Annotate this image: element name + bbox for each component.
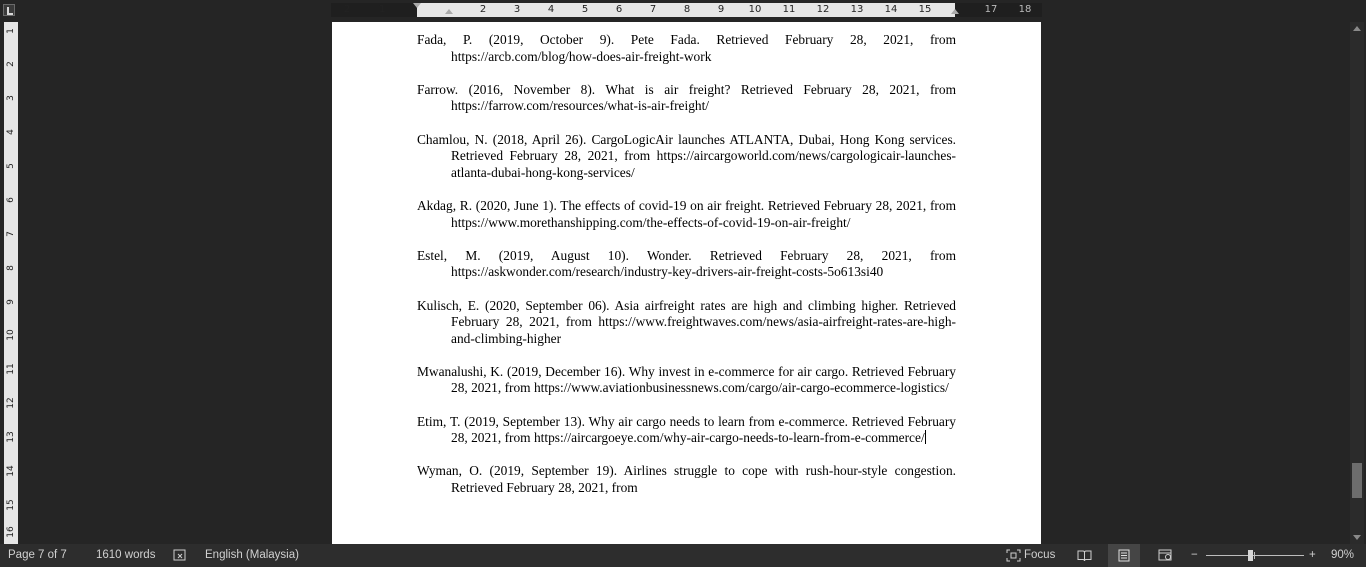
- ruler-number: 12: [816, 4, 830, 15]
- ruler-number: 13: [6, 431, 16, 443]
- ruler-number: 5: [6, 163, 16, 169]
- ruler-number: 1: [6, 28, 16, 34]
- status-bar: [0, 544, 1366, 567]
- ruler-number: 18: [1018, 4, 1032, 15]
- reference-entry[interactable]: Kulisch, E. (2020, September 06). Asia airfreight rates are high and climbing higher. Retrieved February 28, 2021, from https://www.freightwaves.com/news/asia-airfreight-rates-are-high-and-climbing-higher: [417, 297, 956, 346]
- ruler-number: 10: [748, 4, 762, 15]
- ruler-number: 4: [6, 129, 16, 135]
- language-indicator[interactable]: English (Malaysia): [205, 549, 299, 561]
- tab-selector[interactable]: [3, 4, 15, 16]
- hanging-indent-marker[interactable]: [445, 9, 453, 14]
- right-indent-marker[interactable]: [951, 9, 959, 14]
- ruler-number: 13: [850, 4, 864, 15]
- page-count[interactable]: Page 7 of 7: [8, 549, 67, 561]
- reference-entry[interactable]: Mwanalushi, K. (2019, December 16). Why invest in e-commerce for air cargo. Retrieved February 28, 2021, from https://www.aviationbusinessnews.com/cargo/air-cargo-ecommerce-logistics/: [417, 363, 956, 396]
- ruler-number: 8: [6, 265, 16, 271]
- reference-text: Etim, T. (2019, September 13). Why air cargo needs to learn from e-commerce. Retrieved February 28, 2021, from https://aircargoeye.com/why-air-cargo-needs-to-learn-from-e-commerce/: [417, 413, 956, 446]
- ruler-number: 2: [6, 61, 16, 67]
- ruler-number: 1: [378, 4, 386, 15]
- ruler-number: 8: [683, 4, 691, 15]
- text-cursor: [925, 430, 926, 444]
- scroll-up-arrow-icon[interactable]: [1353, 26, 1361, 31]
- ruler-number: 6: [615, 4, 623, 15]
- ruler-number: 9: [717, 4, 725, 15]
- vertical-scrollbar[interactable]: [1350, 22, 1364, 544]
- ruler-number: 7: [649, 4, 657, 15]
- reference-entry[interactable]: Estel, M. (2019, August 10). Wonder. Retrieved February 28, 2021, from https://askwonder.com/research/industry-key-drivers-air-freight-costs-5o613si40: [417, 247, 956, 280]
- focus-button[interactable]: Focus: [1024, 549, 1056, 561]
- ruler-number: 10: [6, 329, 16, 341]
- scroll-down-arrow-icon[interactable]: [1353, 535, 1361, 540]
- ruler-number: 12: [6, 397, 16, 409]
- zoom-slider-thumb[interactable]: [1248, 550, 1253, 561]
- ruler-number: 3: [6, 95, 16, 101]
- ruler-number: 17: [984, 4, 998, 15]
- ruler-number: 3: [513, 4, 521, 15]
- focus-icon[interactable]: [1006, 549, 1021, 562]
- first-line-indent-marker[interactable]: [413, 3, 421, 8]
- scrollbar-thumb[interactable]: [1352, 463, 1362, 498]
- proofing-check-icon[interactable]: [173, 549, 188, 562]
- print-layout-icon[interactable]: [1118, 549, 1130, 562]
- reference-list[interactable]: [417, 32, 956, 513]
- zoom-level[interactable]: 90%: [1331, 549, 1355, 561]
- web-layout-icon[interactable]: [1158, 549, 1173, 562]
- ruler-number: 7: [6, 231, 16, 237]
- reference-entry-with-cursor[interactable]: [417, 414, 956, 447]
- ruler-number: 11: [782, 4, 796, 15]
- horizontal-ruler[interactable]: [331, 3, 1042, 17]
- ruler-number: 2: [343, 4, 351, 15]
- reference-entry[interactable]: Wyman, O. (2019, September 19). Airlines struggle to cope with rush-hour-style congestion. Retrieved February 28, 2021, from: [417, 463, 956, 496]
- reference-entry[interactable]: Chamlou, N. (2018, April 26). CargoLogicAir launches ATLANTA, Dubai, Hong Kong services. Retrieved February 28, 2021, from https://aircargoworld.com/news/cargologicair-launches-atlanta-dubai-hong-kong-services/: [417, 131, 956, 180]
- vertical-ruler[interactable]: [4, 22, 18, 544]
- zoom-out-button[interactable]: −: [1191, 549, 1198, 561]
- ruler-number: 6: [6, 197, 16, 203]
- reference-entry[interactable]: Fada, P. (2019, October 9). Pete Fada. Retrieved February 28, 2021, from https://arcb.com/blog/how-does-air-freight-work: [417, 32, 956, 64]
- ruler-number: 15: [918, 4, 932, 15]
- read-mode-icon[interactable]: [1077, 549, 1092, 562]
- ruler-number: 4: [547, 4, 555, 15]
- ruler-number: 5: [581, 4, 589, 15]
- zoom-slider-track[interactable]: [1206, 555, 1304, 556]
- ruler-number: 15: [6, 499, 16, 511]
- ruler-number: 9: [6, 299, 16, 305]
- ruler-number: 14: [884, 4, 898, 15]
- document-page[interactable]: [332, 22, 1041, 544]
- ruler-number: 14: [6, 465, 16, 477]
- zoom-slider-center-mark: [1254, 552, 1255, 559]
- reference-entry[interactable]: Farrow. (2016, November 8). What is air freight? Retrieved February 28, 2021, from https://farrow.com/resources/what-is-air-freight/: [417, 81, 956, 114]
- ruler-number: 11: [6, 363, 16, 375]
- ruler-number: 2: [479, 4, 487, 15]
- reference-entry[interactable]: Akdag, R. (2020, June 1). The effects of covid-19 on air freight. Retrieved February 28, 2021, from https://www.morethanshipping.com/the-effects-of-covid-19-on-air-freight/: [417, 197, 956, 230]
- zoom-in-button[interactable]: +: [1309, 549, 1316, 561]
- word-count[interactable]: 1610 words: [96, 549, 156, 561]
- ruler-number: 16: [6, 526, 16, 538]
